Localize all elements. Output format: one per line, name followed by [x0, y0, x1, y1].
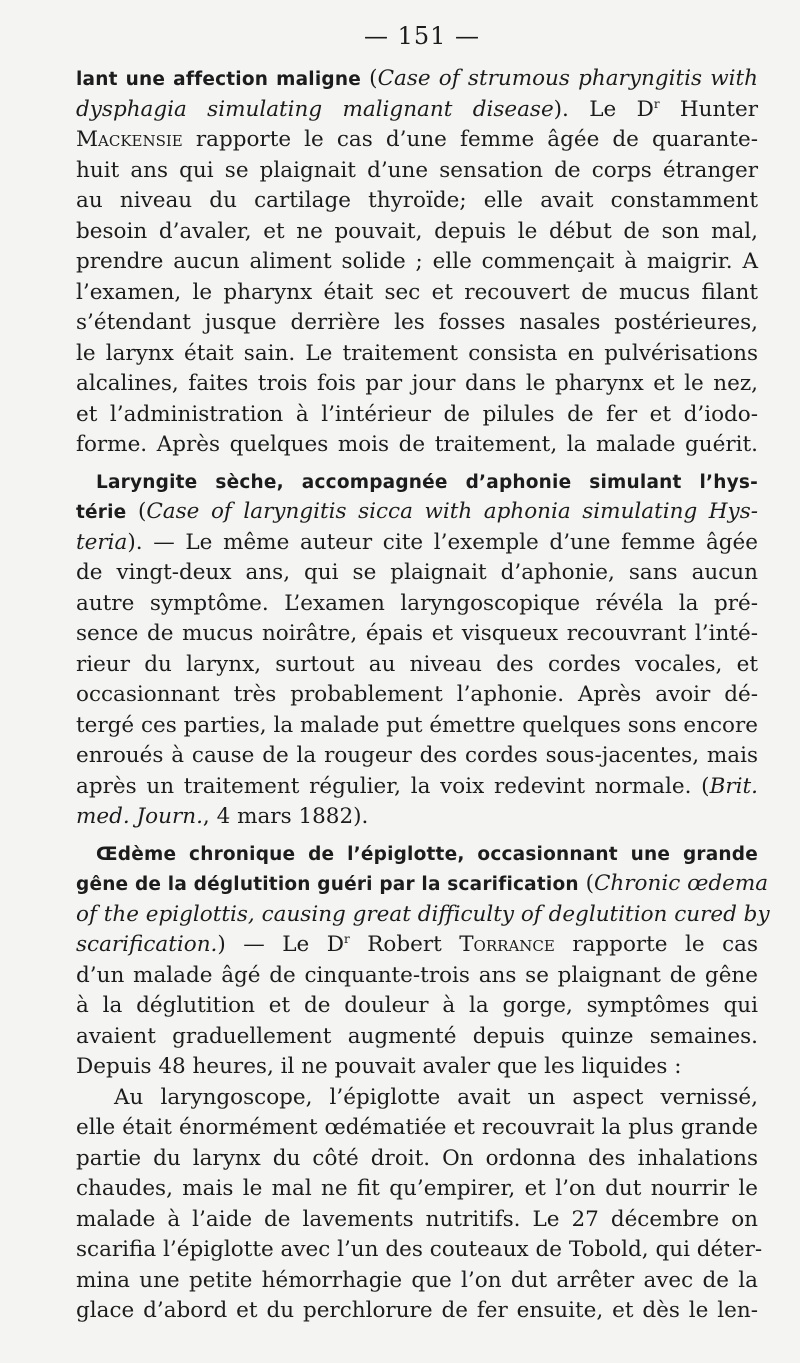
text-line: glace d’abord et du perchlorure de fer ensuite, et dès le len-	[76, 1298, 758, 1323]
text-line	[76, 497, 758, 528]
text-line: chaudes, mais le mal ne fit qu’empirer, et l’on dut nourrir le	[76, 1176, 758, 1201]
text-line: le larynx était sain. Le traitement consista en pulvérisations	[76, 340, 758, 366]
paragraph-strumous-pharyngitis	[76, 64, 758, 461]
text-line	[76, 869, 769, 900]
text-run: (	[126, 499, 147, 524]
author-name: Mackensie	[76, 127, 183, 152]
text-line: l’examen, le pharynx était sec et recouvert de mucus filant	[76, 279, 758, 305]
italic-text: teria	[76, 529, 128, 555]
italic-text: Brit.	[709, 773, 758, 799]
text-line: d’un malade âgé de cinquante-trois ans se plaignant de gêne	[76, 962, 758, 988]
text-line: à la déglutition et de douleur à la gorge, symptômes qui	[76, 993, 758, 1018]
text-run: rapporte le cas d’une femme âgée de quarante-	[182, 127, 758, 152]
text-line	[76, 528, 758, 559]
text-line: tergé ces parties, la malade put émettre quelques sons encore	[76, 712, 758, 738]
text-line: et l’administration à l’intérieur de pilules de fer et d’iodo-	[76, 401, 758, 427]
paragraph-laryngoscope	[76, 1083, 763, 1327]
italic-text: Case of laryngitis sicca with aphonia simulating Hys-	[146, 499, 758, 524]
text-run: (	[578, 871, 594, 896]
text-line: rieur du larynx, surtout au niveau des cordes vocales, et	[76, 651, 758, 677]
text-run: r	[653, 96, 660, 111]
heading-text: térie	[76, 502, 127, 523]
text-line	[76, 900, 770, 931]
text-line: partie du larynx du côté droit. On ordonna des inhalations	[76, 1145, 758, 1171]
heading-text: Œdème chronique de l’épiglotte, occasionnant une grande	[96, 843, 758, 865]
heading-text: lant une affection maligne	[76, 69, 361, 90]
section-heading-line	[76, 467, 758, 498]
paragraph-oedeme-epiglotte	[76, 839, 770, 1083]
text-line: occasionnant très probablement l’aphonie. Après avoir dé-	[76, 682, 758, 707]
text-run: Robert	[349, 932, 460, 957]
text-line: prendre aucun aliment solide ; elle commençait à maigrir. A	[76, 249, 758, 274]
text-line: au niveau du cartilage thyroïde; elle avait constamment	[76, 188, 758, 213]
italic-text: Case of strumous pharyngitis with	[377, 66, 758, 91]
italic-text: of the epiglottis, causing great difficulty of deglutition cured by	[76, 901, 770, 927]
text-line	[76, 772, 758, 803]
heading-text: Laryngite sèche, accompagnée d’aphonie simulant l’hys-	[96, 471, 758, 493]
text-run: rapporte le cas	[554, 932, 758, 957]
text-line	[76, 802, 758, 833]
text-run: ) — Le D	[217, 932, 344, 957]
text-run: Hunter	[659, 96, 759, 122]
text-line: de vingt-deux ans, qui se plaignait d’aphonie, sans aucun	[76, 560, 758, 585]
text-line: scarifia l’épiglotte avec l’un des couteaux de Tobold, qui déter-	[76, 1237, 763, 1262]
text-run: , 4 mars 1882).	[202, 804, 369, 829]
italic-text: Chronic œdema	[593, 871, 769, 896]
text-run: ). — Le même auteur cite l’exemple d’une femme âgée	[127, 529, 758, 555]
text-line: autre symptôme. L’examen laryngoscopique révéla la pré-	[76, 590, 758, 616]
text-line	[76, 64, 758, 95]
author-name: Torrance	[459, 932, 555, 957]
text-line: mina une petite hémorrhagie que l’on dut arrêter avec de la	[76, 1267, 758, 1293]
italic-text: med. Journ.	[76, 804, 203, 829]
section-heading-line	[76, 839, 758, 870]
text-line: s’étendant jusque derrière les fosses nasales postérieures,	[76, 310, 758, 335]
text-line: Au laryngoscope, l’épiglotte avait un aspect vernissé,	[114, 1084, 758, 1110]
text-line: malade à l’aide de lavements nutritifs. Le 27 décembre on	[76, 1206, 758, 1232]
text-run: ). Le D	[553, 96, 654, 122]
text-line: sence de mucus noirâtre, épais et visqueux recouvrant l’inté-	[76, 621, 758, 646]
text-line	[76, 95, 758, 126]
text-line: besoin d’avaler, et ne pouvait, depuis le début de son mal,	[76, 218, 758, 244]
italic-text: scarification.	[76, 932, 218, 957]
italic-text: dysphagia simulating malignant disease	[76, 96, 554, 122]
text-line: enroués à cause de la rougeur des cordes sous-jacentes, mais	[76, 743, 758, 768]
text-line: alcalines, faites trois fois par jour dans le pharynx et le nez,	[76, 371, 758, 396]
page-number: — 151 —	[363, 22, 481, 50]
text-line: elle était énormément œdématiée et recouvrait la plus grande	[76, 1115, 758, 1140]
text-line: Depuis 48 heures, il ne pouvait avaler que les liquides :	[76, 1054, 682, 1079]
heading-text: gêne de la déglutition guéri par la scarification	[76, 874, 579, 895]
paragraph-laryngite-seche	[76, 467, 758, 833]
text-run: r	[343, 931, 350, 946]
text-line: avaient graduellement augmenté depuis quinze semaines.	[76, 1023, 758, 1049]
text-line	[76, 930, 758, 961]
text-run: après un traitement régulier, la voix redevint normale. (	[76, 773, 710, 799]
text-line	[76, 125, 758, 156]
text-line: huit ans qui se plaignait d’une sensation de corps étranger	[76, 157, 758, 183]
text-run: (	[360, 66, 378, 91]
text-line: forme. Après quelques mois de traitement, la malade guérit.	[76, 432, 758, 457]
